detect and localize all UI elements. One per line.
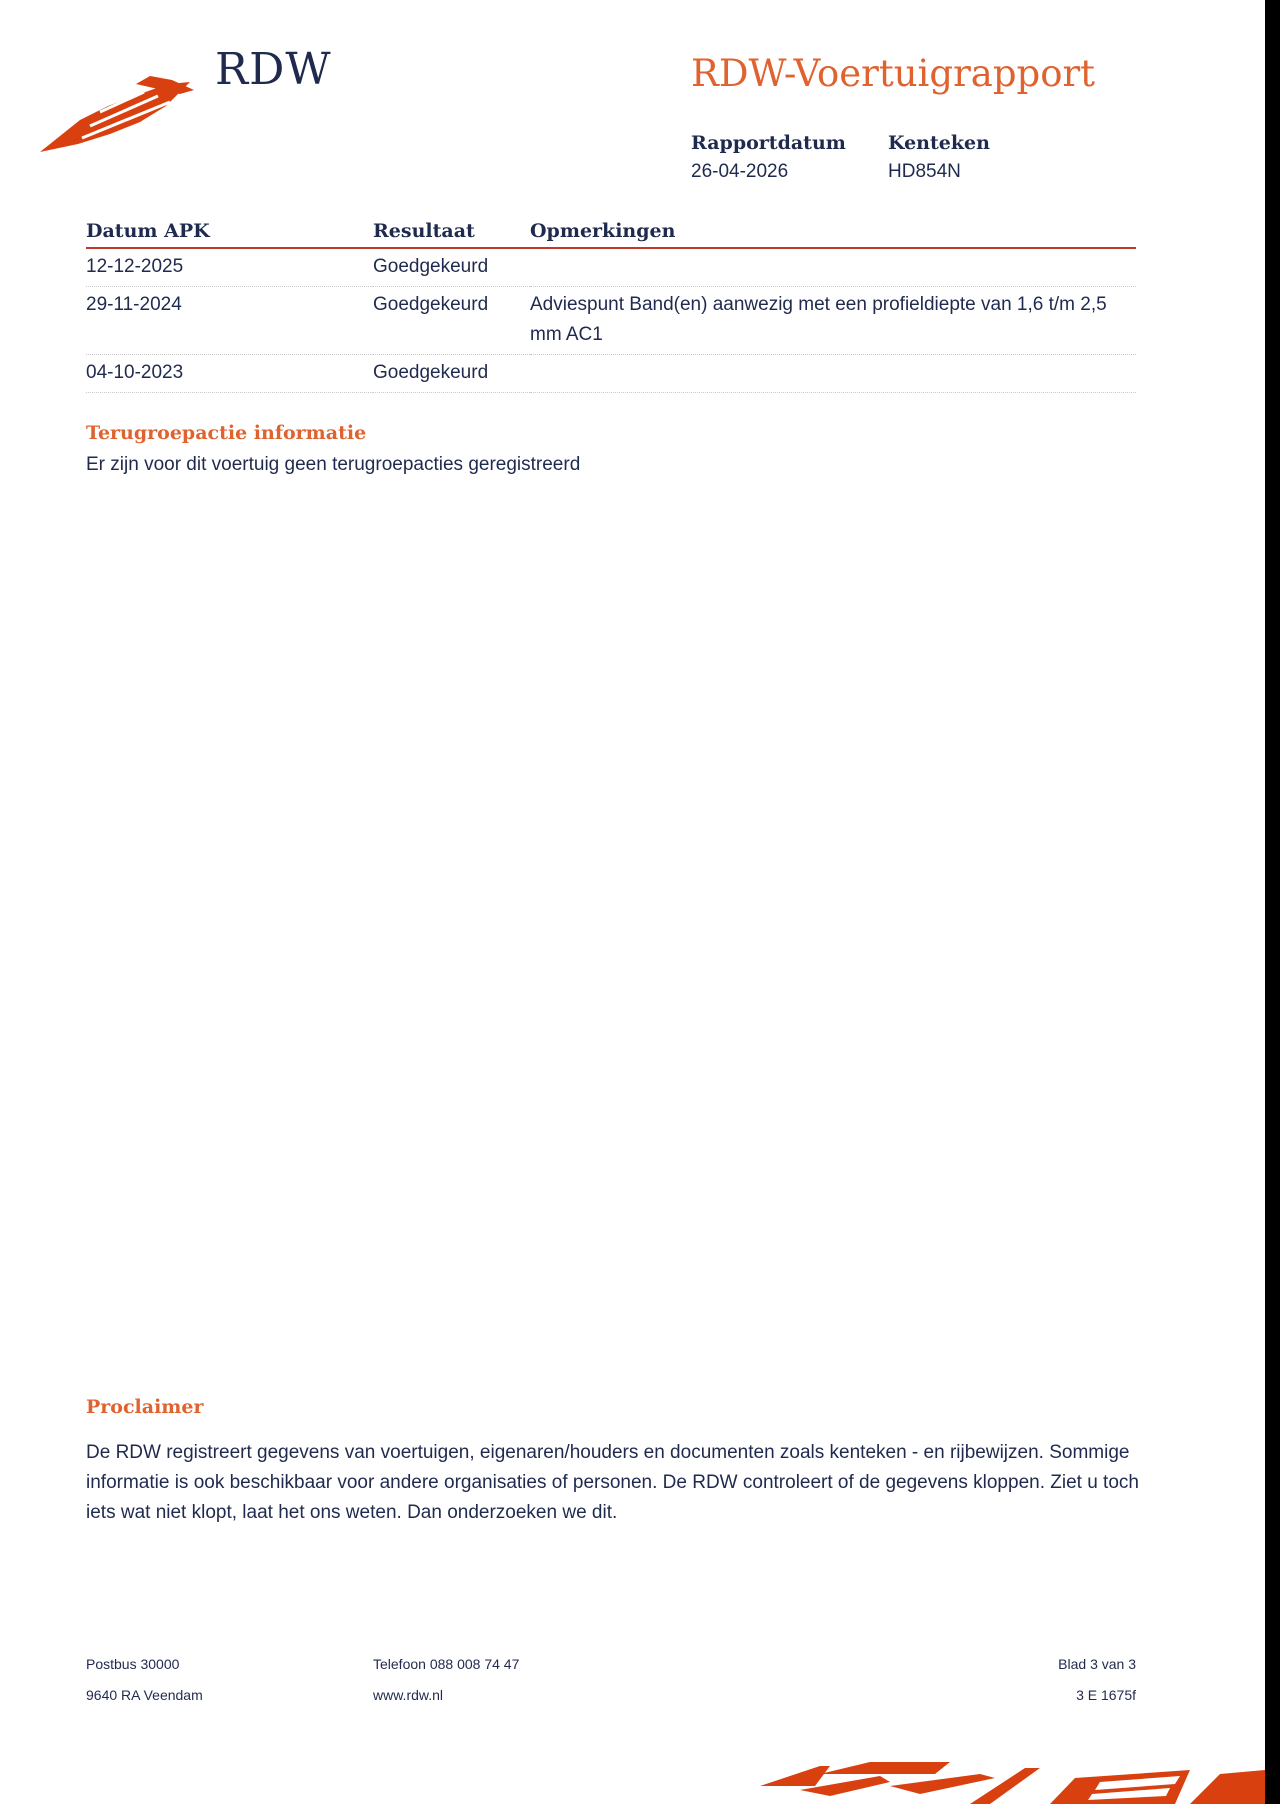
rdw-logo-icon xyxy=(40,76,195,156)
report-date-value: 26-04-2026 xyxy=(691,161,789,182)
cell-remarks xyxy=(530,248,1136,287)
right-edge-bar xyxy=(1265,0,1280,1804)
footer-address-line1: Postbus 30000 xyxy=(86,1656,180,1672)
recall-title: Terugroepactie informatie xyxy=(86,422,367,444)
decorative-stripes-icon xyxy=(720,1756,1265,1804)
table-row xyxy=(86,355,1136,393)
footer-code: 3 E 1675f xyxy=(1076,1687,1136,1703)
cell-remarks xyxy=(530,355,1136,393)
proclaimer-text: De RDW registreert gegevens van voertuigen, eigenaren/houders en documenten zoals kenteken - en rijbewijzen. Sommige informatie is ook beschikbaar voor andere organisaties of personen. De RDW controleert of de gegevens kloppen. Ziet u toch iets wat niet klopt, laat het ons weten. Dan onderzoeken we dit. xyxy=(86,1442,1139,1523)
apk-table xyxy=(86,216,1136,393)
recall-text: Er zijn voor dit voertuig geen terugroepacties geregistreerd xyxy=(86,454,581,475)
footer-address-line2: 9640 RA Veendam xyxy=(86,1687,203,1703)
proclaimer-title: Proclaimer xyxy=(86,1396,204,1418)
footer-phone: Telefoon 088 008 74 47 xyxy=(373,1656,520,1672)
cell-result: Goedgekeurd xyxy=(373,287,530,355)
cell-date: 12-12-2025 xyxy=(86,248,373,287)
license-plate xyxy=(888,132,990,183)
column-header-date: Datum APK xyxy=(86,216,373,248)
cell-date: 04-10-2023 xyxy=(86,355,373,393)
license-plate-value: HD854N xyxy=(888,161,961,182)
table-row xyxy=(86,248,1136,287)
cell-remarks: Adviespunt Band(en) aanwezig met een profieldiepte van 1,6 t/m 2,5 mm AC1 xyxy=(530,287,1136,355)
brand-name: RDW xyxy=(215,44,332,95)
cell-date: 29-11-2024 xyxy=(86,287,373,355)
license-plate-label: Kenteken xyxy=(888,132,990,154)
report-title: RDW-Voertuigrapport xyxy=(691,52,1096,95)
column-header-result: Resultaat xyxy=(373,216,530,248)
footer-website[interactable]: www.rdw.nl xyxy=(373,1687,444,1703)
cell-result: Goedgekeurd xyxy=(373,248,530,287)
cell-result: Goedgekeurd xyxy=(373,355,530,393)
footer-page-number: Blad 3 van 3 xyxy=(1058,1656,1136,1672)
report-date xyxy=(691,132,846,183)
column-header-remarks: Opmerkingen xyxy=(530,216,1136,248)
table-header-row xyxy=(86,216,1136,248)
table-row xyxy=(86,287,1136,355)
report-date-label: Rapportdatum xyxy=(691,132,846,154)
